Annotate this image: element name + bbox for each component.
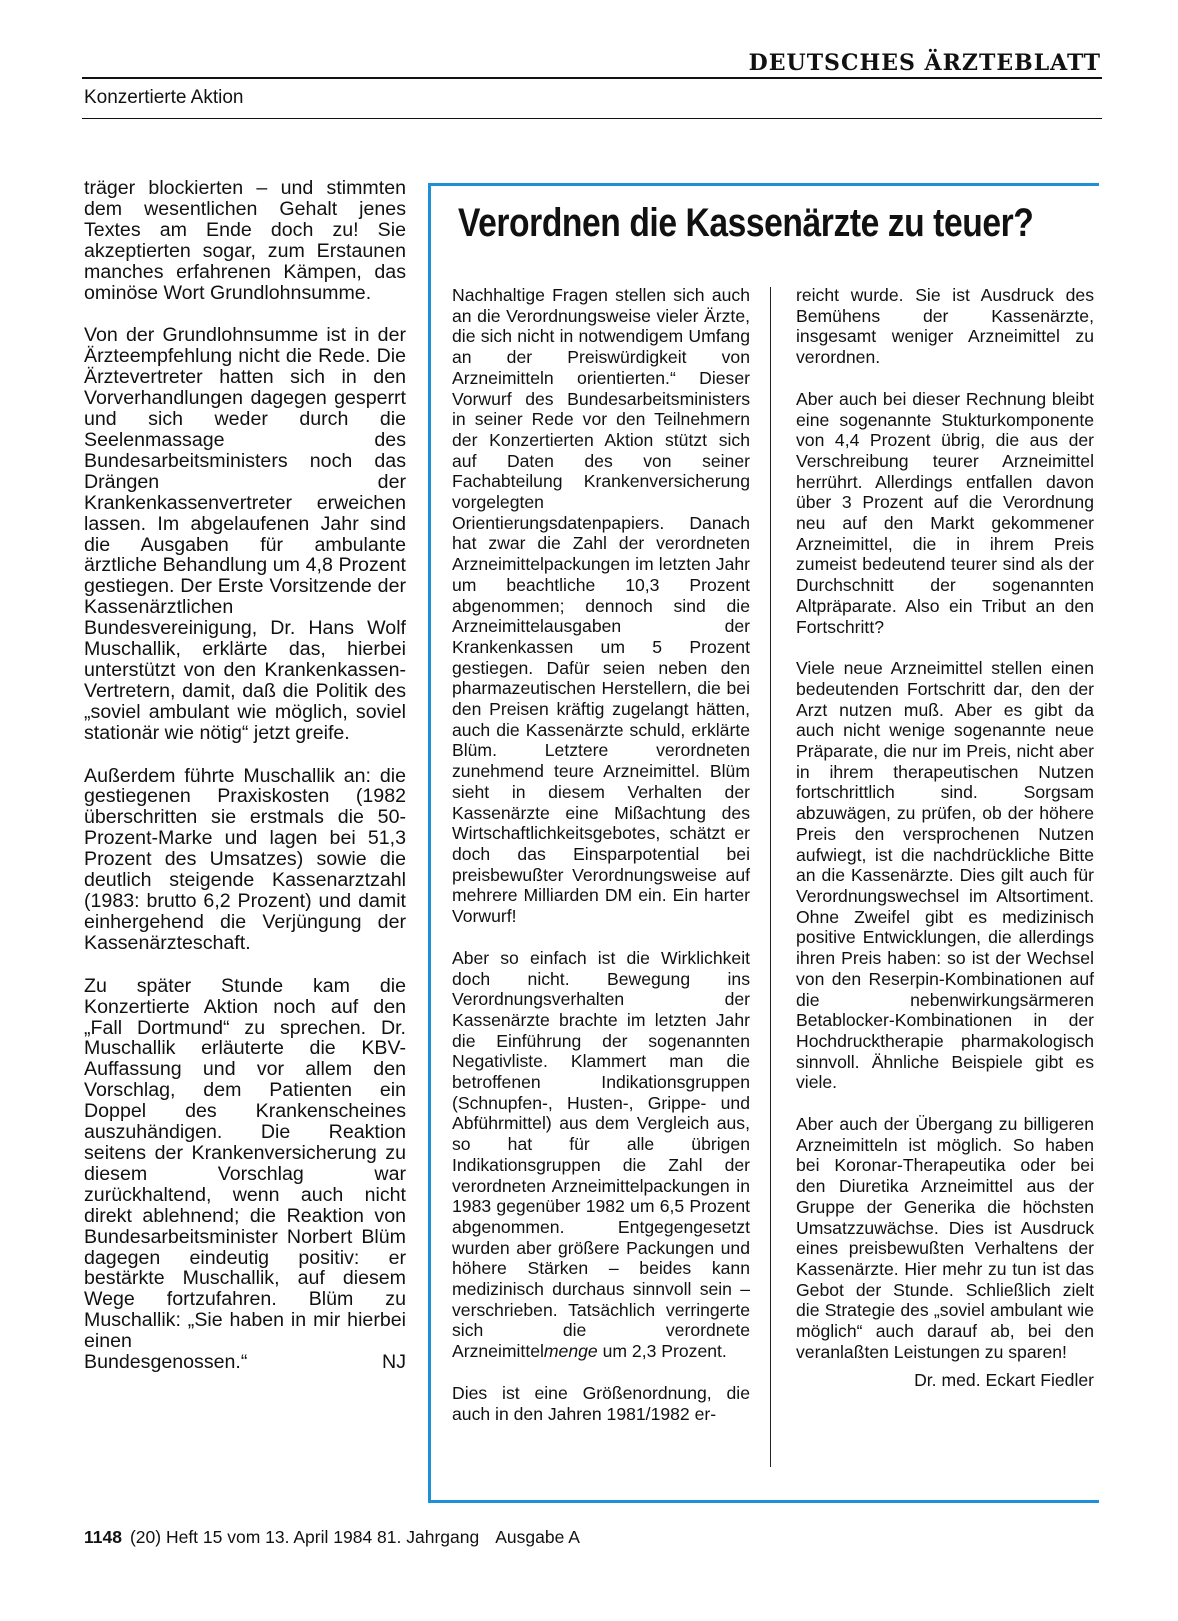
left-last-line xyxy=(84,1352,406,1373)
emphasis-word: menge xyxy=(543,1341,598,1362)
page-footer xyxy=(84,1527,580,1548)
masthead: DEUTSCHES ÄRZTEBLATT xyxy=(748,50,1101,76)
box-paragraph-text: um 2,3 Prozent. xyxy=(597,1341,727,1362)
section-title: Konzertierte Aktion xyxy=(84,87,244,108)
left-paragraph: Von der Grundlohnsumme ist in der Ärzteempfehlung nicht die Rede. Die Ärztevertreter hatten sich in den Vorverhandlungen dagegen gesperrt und sich weder durch die Seelenmassage des Bundesarbeitsministers noch das Drängen der Krankenkassenvertreter erweichen lassen. Im abgelaufenen Jahr sind die Ausgaben für ambulante ärztliche Behandlung um 4,8 Prozent gestiegen. Der Erste Vorsitzende der Kassenärztlichen Bundesvereinigung, Dr. Hans Wolf Muschallik, erklärte das, hierbei unterstützt von den Krankenkassen-Vertretern, damit, daß die Politik des „soviel ambulant wie möglich, soviel stationär wie nötig“ jetzt greife. xyxy=(84,324,406,744)
section-rule xyxy=(82,118,1102,119)
author-initials: NJ xyxy=(382,1351,406,1374)
left-paragraph: Außerdem führte Muschallik an: die gestiegenen Praxiskosten (1982 überschritten sie erstmals die 50-Prozent-Marke und lagen bei 51,3 Prozent des Umsatzes) sowie die deutlich steigende Kassenarztzahl (1983: brutto 6,2 Prozent) und damit einhergehend die Verjüngung der Kassenärzteschaft. xyxy=(84,764,406,954)
page-number: 1148 xyxy=(84,1527,122,1547)
box-column-2 xyxy=(796,285,1094,1391)
box-paragraph: Viele neue Arzneimittel stellen einen bedeutenden Fortschritt dar, den der Arzt nutzen muß. Aber es gibt da auch nicht wenige sogenannte neue Präparate, die nur im Preis, nicht aber in ihrem therapeutischen Nutzen fortschrittlich sind. Sorgsam abzuwägen, zu prüfen, ob der höhere Preis den versprochenen Nutzen aufwiegt, ist die nachdrückliche Bitte an die Kassenärzte. Dies gilt auch für Verordnungswechsel im Altsortiment. Ohne Zweifel gibt es medizinisch positive Entwicklungen, die allerdings ihren Preis haben: so ist der Wechsel von den Reserpin-Kombinationen auf die nebenwirkungsärmeren Betablocker-Kombinationen in der Hochdrucktherapie pharmakologisch sinnvoll. Ähnliche Beispiele gibt es viele. xyxy=(796,658,1094,1093)
box-paragraph: reicht wurde. Sie ist Ausdruck des Bemühens der Kassenärzte, insgesamt weniger Arzneimittel zu verordnen. xyxy=(796,285,1094,368)
left-paragraph-text: Zu später Stunde kam die Konzertierte Aktion noch auf den „Fall Dortmund“ zu sprechen. Dr. Muschallik erläuterte die KBV-Auffassung und vor allem den Vorschlag, dem Patienten ein Doppel des Krankenscheines auszuhändigen. Die Reaktion seitens der Krankenversicherung zu diesem Vorschlag war zurückhaltend, wenn auch nicht direkt ablehnend; die Reaktion von Bundesarbeitsminister Norbert Blüm dagegen eindeutig positiv: er bestärkte Muschallik, auf diesem Wege fortzufahren. Blüm zu Muschallik: „Sie haben in mir hierbei einen xyxy=(84,974,406,1353)
issue-info: (20) Heft 15 vom 13. April 1984 81. Jahrgang xyxy=(129,1527,480,1547)
box-paragraph: Dies ist eine Größenordnung, die auch in den Jahren 1981/1982 er- xyxy=(452,1382,750,1424)
box-paragraph: Aber auch bei dieser Rechnung bleibt eine sogenannte Stukturkomponente von 4,4 Prozent übrig, die aus der Verschreibung teurer Arzneimittel herrührt. Allerdings entfallen davon über 3 Prozent auf die Verordnung neu auf den Markt gekommener Arzneimittel, die in ihrem Preis zumeist bedeutend teurer sind als der Durchschnitt der sogenannten Altpräparate. Also ein Tribut an den Fortschritt? xyxy=(796,388,1094,637)
left-paragraph: träger blockierten – und stimmten dem wesentlichen Gehalt jenes Textes am Ende doch zu! Sie akzeptierten sogar, zum Erstaunen manches erfahrenen Kämpen, das ominöse Wort Grundlohnsumme. xyxy=(84,177,406,304)
edition-info: Ausgabe A xyxy=(495,1527,580,1547)
box-paragraph: Aber auch der Übergang zu billigeren Arzneimitteln ist möglich. So haben bei Koronar-Therapeutika oder bei den Diuretika Arzneimittel aus der Gruppe der Generika die höchsten Umsatzzuwächse. Dies ist Ausdruck eines preisbewußten Verhaltens der Kassenärzte. Hier mehr zu tun ist das Gebot der Stunde. Schließlich zielt die Strategie des „soviel ambulant wie möglich“ auch darauf ab, bei den veranlaßten Leistungen zu sparen! xyxy=(796,1114,1094,1362)
header-rule xyxy=(82,77,1102,79)
box-paragraph-text: Aber so einfach ist die Wirklichkeit doch nicht. Bewegung ins Verordnungsverhalten der Kassenärzte brachte im letzten Jahr die Einführung der sogenannten Negativliste. Klammert man die betroffenen Indikationsgruppen (Schnupfen-, Husten-, Grippe- und Abführmittel) aus dem Vergleich aus, so hat für alle übrigen Indikationsgruppen die Zahl der verordneten Arzneimittelpackungen in 1983 gegenüber 1982 um 6,5 Prozent abgenommen. Entgegengesetzt wurden aber größere Packungen und höhere Stärken – beides kann medizinisch durchaus sinnvoll sein – verschrieben. Tatsächlich verringerte sich die verordnete Arzneimittel xyxy=(452,947,750,1362)
left-paragraph xyxy=(84,976,406,1352)
box-column-1 xyxy=(452,285,750,1445)
box-headline: Verordnen die Kassenärzte zu teuer? xyxy=(458,201,1034,245)
box-paragraph xyxy=(452,948,750,1362)
box-paragraph: Nachhaltige Fragen stellen sich auch an die Verordnungsweise vieler Ärzte, die sich nicht in notwendigem Umfang an der Preiswürdigkeit von Arzneimitteln orientierten.“ Dieser Vorwurf des Bundesarbeitsministers in seiner Rede vor den Teilnehmern der Konzertierten Aktion stützt sich auf Daten des von seiner Fachabteilung Krankenversicherung vorgelegten Orientierungsdatenpapiers. Danach hat zwar die Zahl der verordneten Arzneimittelpackungen im letzten Jahr um beachtliche 10,3 Prozent abgenommen; dennoch sind die Arzneimittelausgaben der Krankenkassen um 5 Prozent gestiegen. Dafür seien neben den pharmazeutischen Herstellern, die bei den Preisen kräftig zugelangt hätten, auch die Kassenärzte schuld, erklärte Blüm. Letztere verordneten zunehmend teure Arzneimittel. Blüm sieht in diesem Verhalten der Kassenärzte eine Mißachtung des Wirtschaftlichkeitsgebotes, schätzt er doch das Einsparpotential bei preisbewußter Verordnungsweise auf mehrere Milliarden DM ein. Ein harter Vorwurf! xyxy=(452,285,750,927)
column-divider xyxy=(770,287,771,1467)
box-author: Dr. med. Eckart Fiedler xyxy=(914,1370,1094,1391)
left-paragraph-end: Bundesgenossen.“ xyxy=(84,1351,248,1374)
left-column xyxy=(84,178,406,1373)
